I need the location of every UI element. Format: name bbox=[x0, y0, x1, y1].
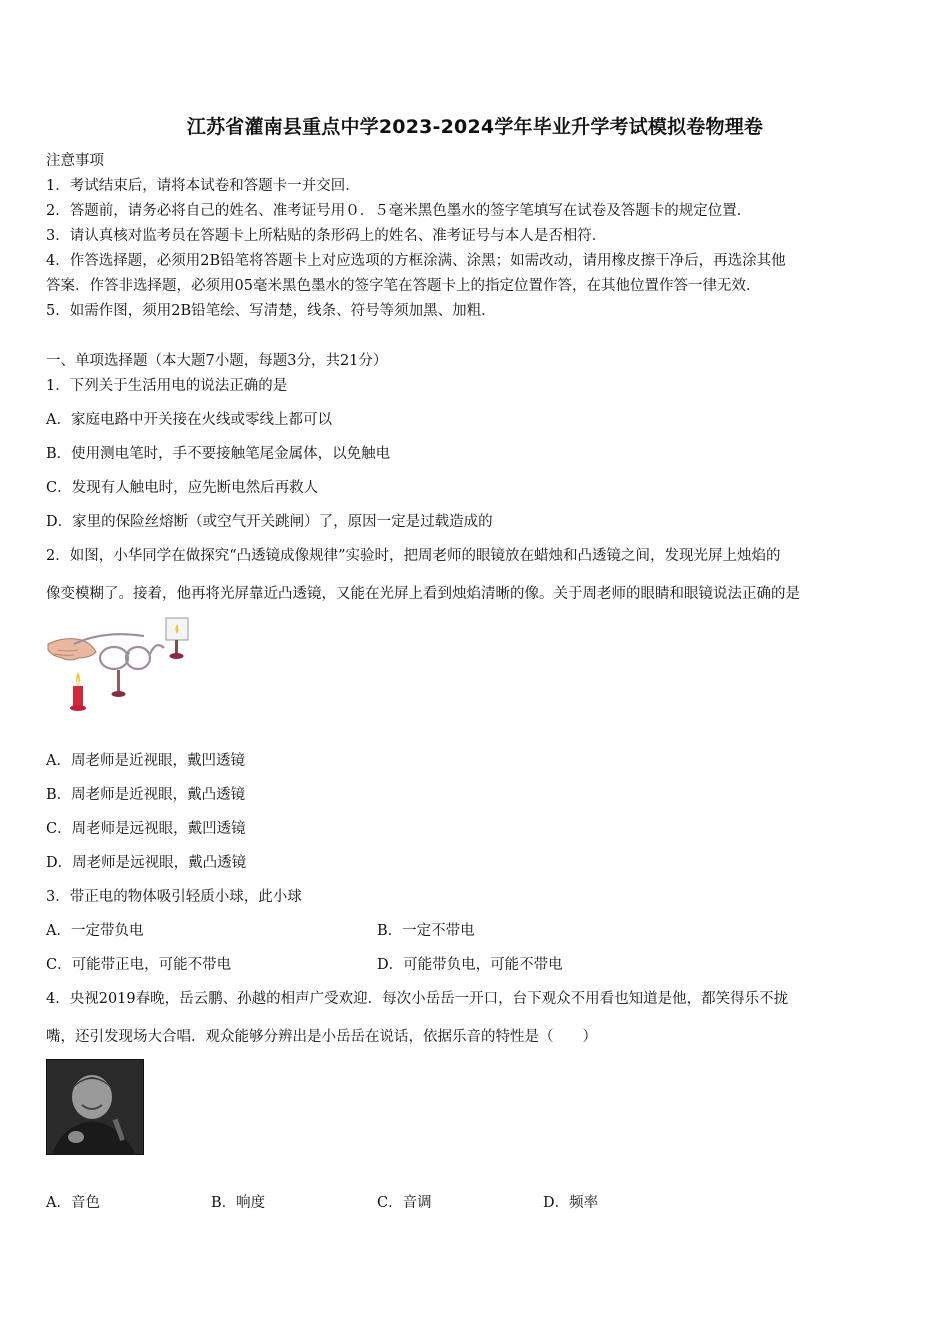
hand-illustration bbox=[48, 639, 96, 660]
notice-heading: 注意事项 bbox=[46, 153, 104, 169]
question-2-stem-line2: 像变模糊了。接着，他再将光屏靠近凸透镜，又能在光屏上看到烛焰清晰的像。关于周老师的眼睛和眼镜说法正确的是 bbox=[46, 586, 800, 602]
question-4-option-d: D．频率 bbox=[543, 1195, 599, 1211]
light-screen-illustration bbox=[166, 618, 188, 659]
question-3-stem: 3．带正电的物体吸引轻质小球，此小球 bbox=[46, 889, 302, 905]
question-3-option-d: D．可能带负电，可能不带电 bbox=[377, 957, 563, 973]
notice-item: 2．答题前，请务必将自己的姓名、准考证号用０．５毫米黑色墨水的签字笔填写在试卷及答题卡的规定位置． bbox=[46, 203, 752, 219]
notice-item: 3．请认真核对监考员在答题卡上所粘贴的条形码上的姓名、准考证号与本人是否相符． bbox=[46, 228, 607, 244]
question-4-option-a: A．音色 bbox=[46, 1195, 100, 1211]
performer-photo bbox=[46, 1059, 144, 1155]
question-3-option-b: B．一定不带电 bbox=[377, 923, 475, 939]
notice-item: 4．作答选择题，必须用2B铅笔将答题卡上对应选项的方框涂满、涂黑；如需改动，请用橡皮擦干净后，再选涂其他 bbox=[46, 253, 786, 269]
question-1-option-a: A．家庭电路中开关接在火线或零线上都可以 bbox=[46, 412, 332, 428]
question-2-stem-line1: 2．如图，小华同学在做探究“凸透镜成像规律”实验时，把周老师的眼镜放在蜡烛和凸透镜之间，发现光屏上烛焰的 bbox=[46, 548, 781, 564]
question-1-option-b: B．使用测电笔时，手不要接触笔尾金属体，以免触电 bbox=[46, 446, 391, 462]
lens-stand-illustration bbox=[112, 670, 126, 697]
notice-item: 1．考试结束后，请将本试卷和答题卡一并交回． bbox=[46, 178, 360, 194]
question-1-option-d: D．家里的保险丝熔断（或空气开关跳闸）了，原因一定是过载造成的 bbox=[46, 514, 493, 530]
question-2-option-b: B．周老师是近视眼，戴凸透镜 bbox=[46, 787, 246, 803]
notice-item: 答案．作答非选择题，必须用05毫米黑色墨水的签字笔在答题卡上的指定位置作答，在其他位置作答一律无效． bbox=[46, 278, 761, 294]
question-4-stem-line1: 4．央视2019春晚，岳云鹏、孙越的相声广受欢迎．每次小岳岳一开口，台下观众不用看也知道是他，都笑得乐不拢 bbox=[46, 991, 789, 1007]
question-1-option-c: C．发现有人触电时，应先断电然后再救人 bbox=[46, 480, 319, 496]
notice-item: 5．如需作图，须用2B铅笔绘、写清楚，线条、符号等须加黑、加粗． bbox=[46, 303, 496, 319]
question-4-stem-line2: 嘴，还引发现场大合唱．观众能够分辨出是小岳岳在说话，依据乐音的特性是（ ） bbox=[46, 1029, 597, 1045]
question-4-option-b: B．响度 bbox=[211, 1195, 266, 1211]
question-3-option-c: C．可能带正电，可能不带电 bbox=[46, 957, 232, 973]
question-2-option-a: A．周老师是近视眼，戴凹透镜 bbox=[46, 753, 245, 769]
candle-illustration bbox=[70, 672, 86, 711]
page-title: 江苏省灌南县重点中学2023-2024学年毕业升学考试模拟卷物理卷 bbox=[186, 116, 764, 138]
section-heading: 一、单项选择题（本大题7小题，每题3分，共21分） bbox=[46, 353, 388, 369]
question-1-stem: 1．下列关于生活用电的说法正确的是 bbox=[46, 378, 288, 394]
question-3-option-a: A．一定带负电 bbox=[46, 923, 144, 939]
question-4-option-c: C．音调 bbox=[377, 1195, 432, 1211]
question-2-option-d: D．周老师是远视眼，戴凸透镜 bbox=[46, 855, 247, 871]
lens-experiment-figure bbox=[44, 614, 204, 718]
question-2-option-c: C．周老师是远视眼，戴凹透镜 bbox=[46, 821, 246, 837]
